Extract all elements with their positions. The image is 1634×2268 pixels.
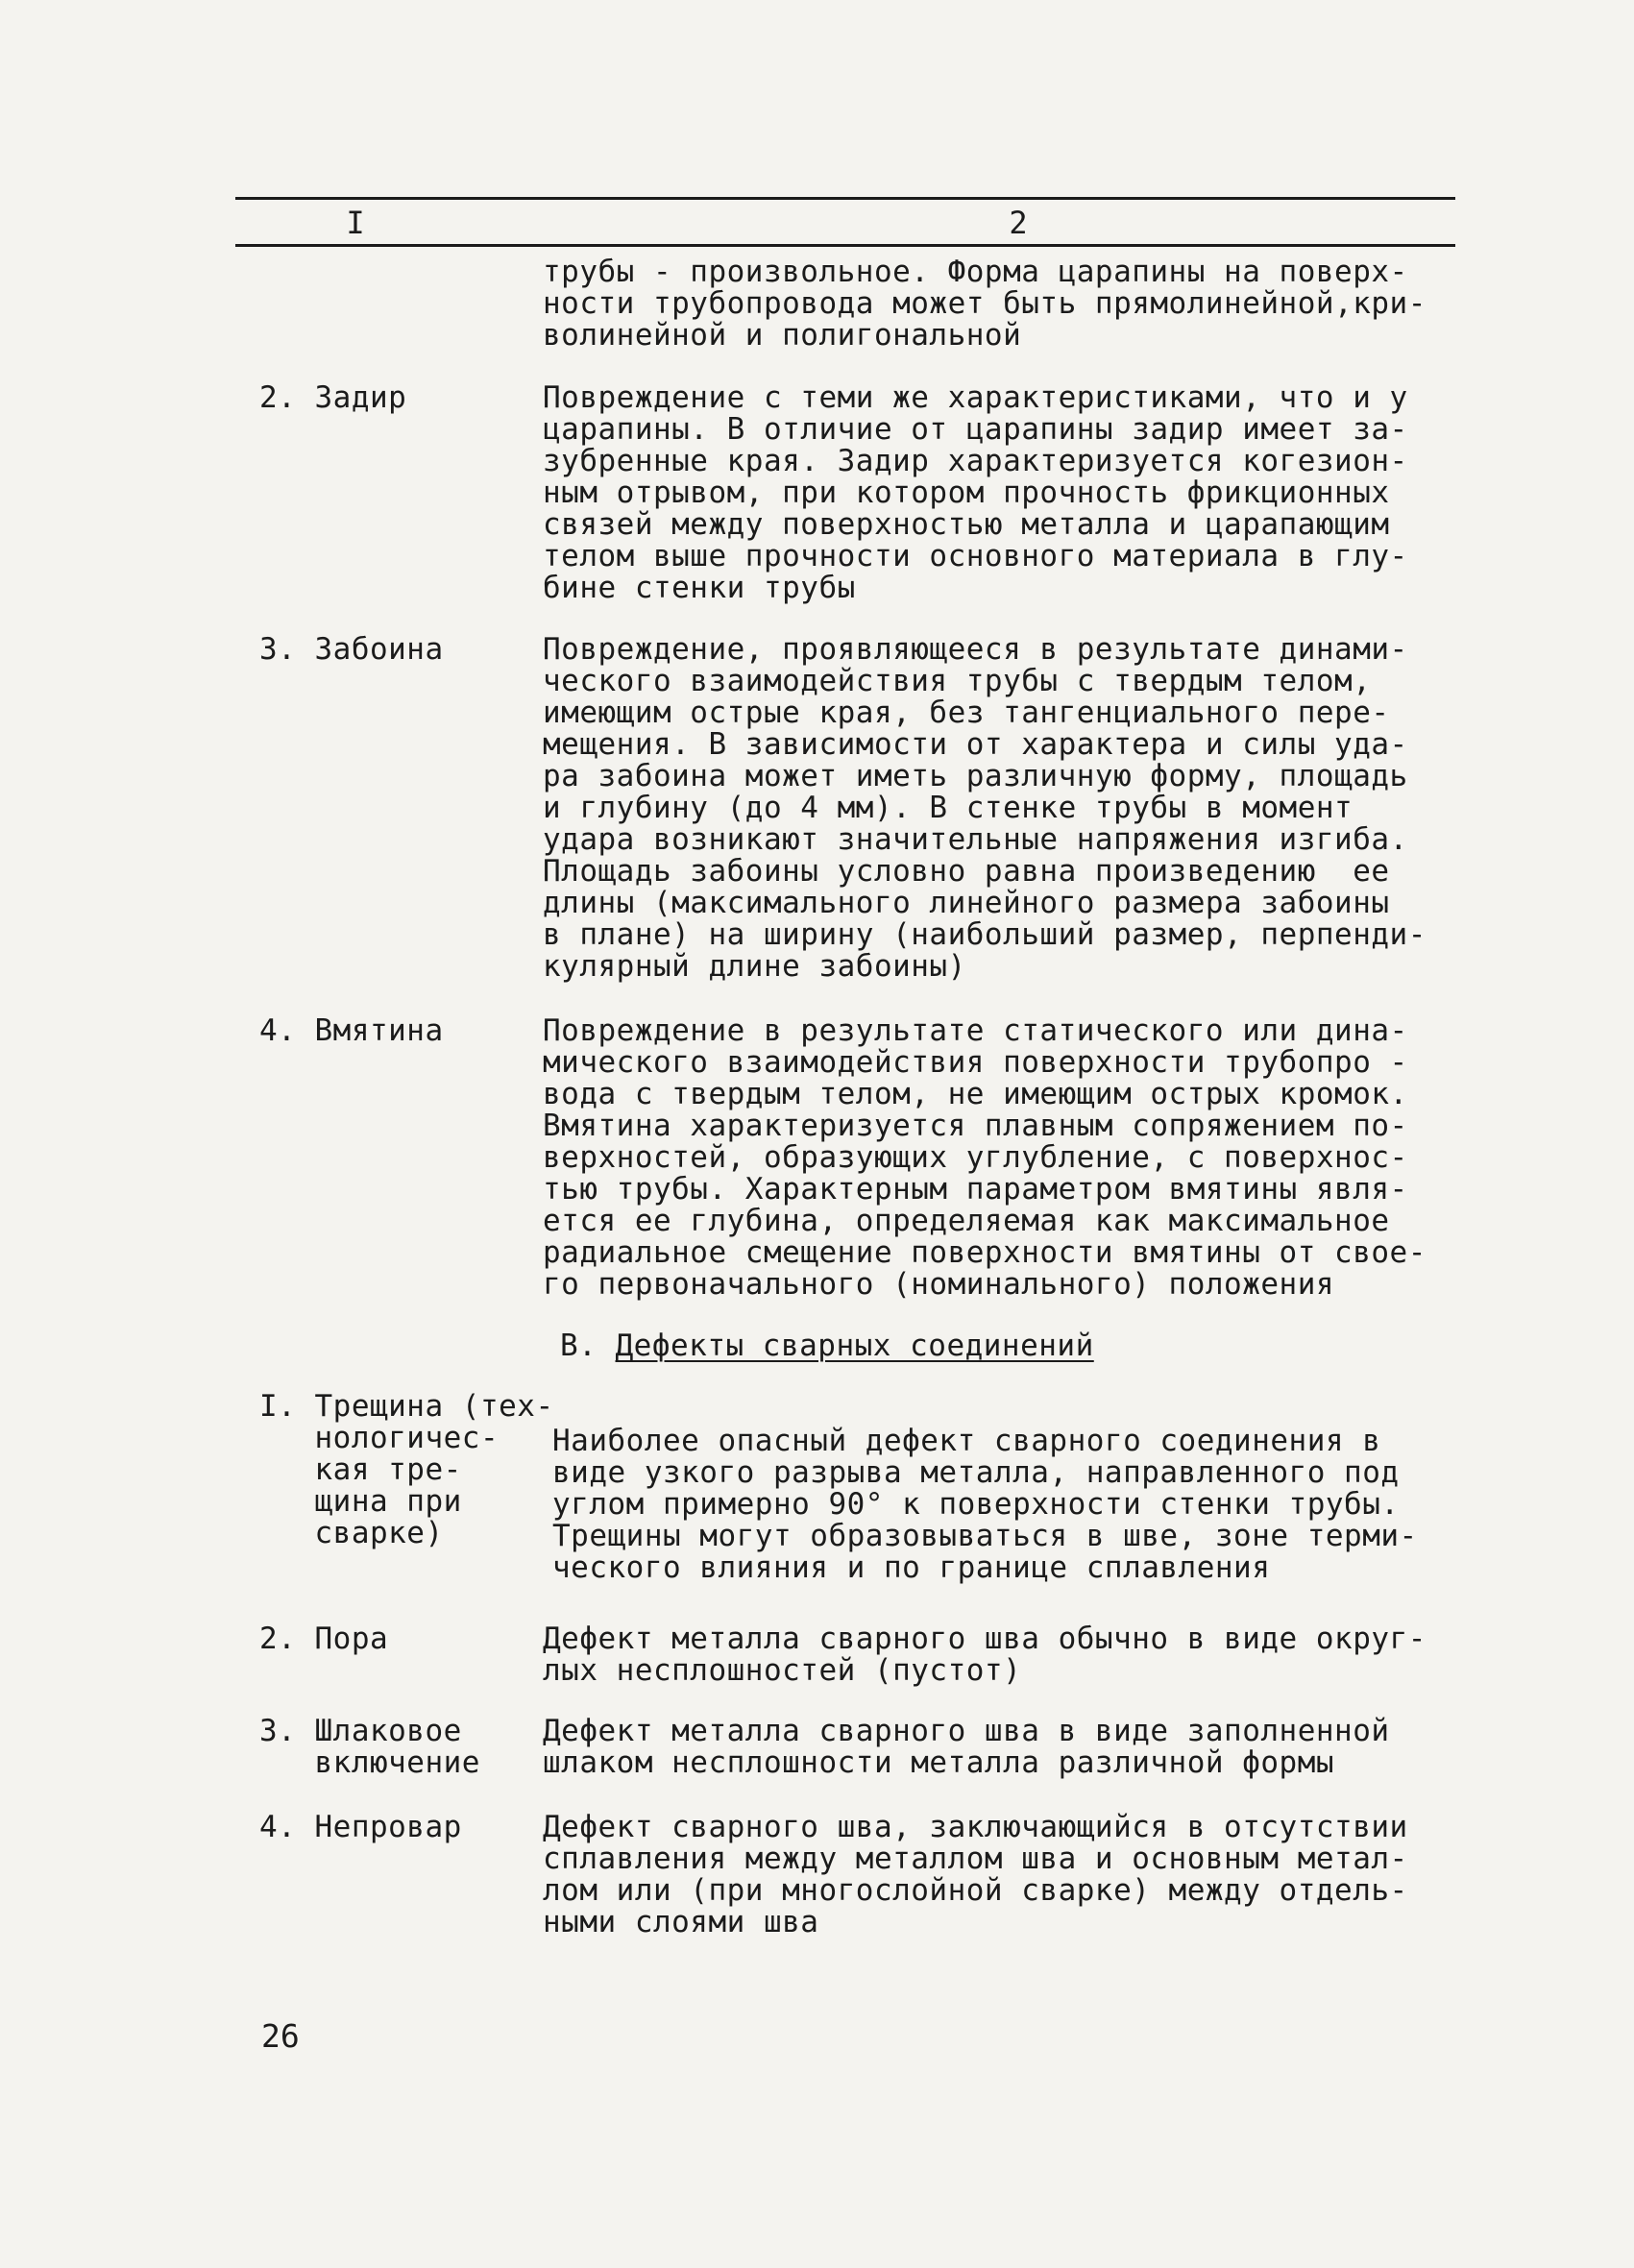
page-number: 26	[261, 2017, 300, 2055]
definition-shlakovoe: Дефект металла сварного шва в виде заполненной шлаком несплошности металла различной формы	[543, 1714, 1390, 1780]
section-title: Дефекты сварных соединений	[615, 1329, 1094, 1363]
term-zaboina: 3. Забоина	[259, 632, 444, 667]
definition-vmyatina: Повреждение в результате статического или дина- мического взаимодействия поверхности трубопро - вода с твердым телом, не имеющим острых кромок. Вмятина характеризуется плавным сопряжением по- верхностей, образующих углубление, с поверхнос- тью трубы. Характерным параметром вмятины явля- ется ее глубина, определяемая как максимальное радиальное смещение поверхности вмятины от свое- го первоначального (номинального) положения	[543, 1013, 1427, 1302]
section-letter: В.	[560, 1329, 598, 1363]
table-top-rule	[235, 197, 1455, 200]
section-heading-b	[560, 1329, 1094, 1363]
column-header-1: I	[346, 205, 365, 241]
definition-neprovar: Дефект сварного шва, заключающийся в отсутствии сплавления между металлом шва и основным метал- лом или (при многослойной сварке) между отдель- ными слоями шва	[543, 1810, 1408, 1939]
definition-zadir: Повреждение с теми же характеристиками, что и у царапины. В отличие от царапины задир имеет за- зубренные края. Задир характеризуется когезион- ным отрывом, при котором прочность фрикционных связей между поверхностью металла и царапающим телом выше прочности основного материала в глу- бине стенки трубы	[543, 380, 1408, 605]
definition-treshchina: Наиболее опасный дефект сварного соединения в виде узкого разрыва металла, направленного под углом примерно 90° к поверхности стенки трубы. Трещины могут образовываться в шве, зоне терми- ческого влияния и по границе сплавления	[552, 1424, 1418, 1585]
definition-pora: Дефект металла сварного шва обычно в виде округ- лых несплошностей (пустот)	[543, 1622, 1427, 1688]
term-neprovar: 4. Непровар	[259, 1810, 462, 1844]
definition-zaboina: Повреждение, проявляющееся в результате динами- ческого взаимодействия трубы с твердым телом, имеющим острые края, без тангенциального пере- мещения. В зависимости от характера и силы уда- ра забоина может иметь различную форму, площадь и глубину (до 4 мм). В стенке трубы в момент удара возникают значительные напряжения изгиба. Площадь забоины условно равна произведению ее длины (максимального линейного размера забоины в плане) на ширину (наибольший размер, перпенди- кулярный длине забоины)	[543, 632, 1427, 984]
term-zadir: 2. Задир	[259, 380, 407, 415]
table-header-rule	[235, 244, 1455, 247]
term-shlakovoe: 3. Шлаковое включение	[259, 1714, 480, 1780]
column-header-2: 2	[1009, 205, 1028, 241]
term-treshchina: I. Трещина (тех- нологичес- кая тре- щина при сварке)	[259, 1389, 554, 1550]
definition-continued: трубы - произвольное. Форма царапины на поверх- ности трубопровода может быть прямолинейной,кри- волинейной и полигональной	[543, 255, 1427, 353]
term-pora: 2. Пора	[259, 1622, 389, 1656]
term-vmyatina: 4. Вмятина	[259, 1013, 444, 1048]
